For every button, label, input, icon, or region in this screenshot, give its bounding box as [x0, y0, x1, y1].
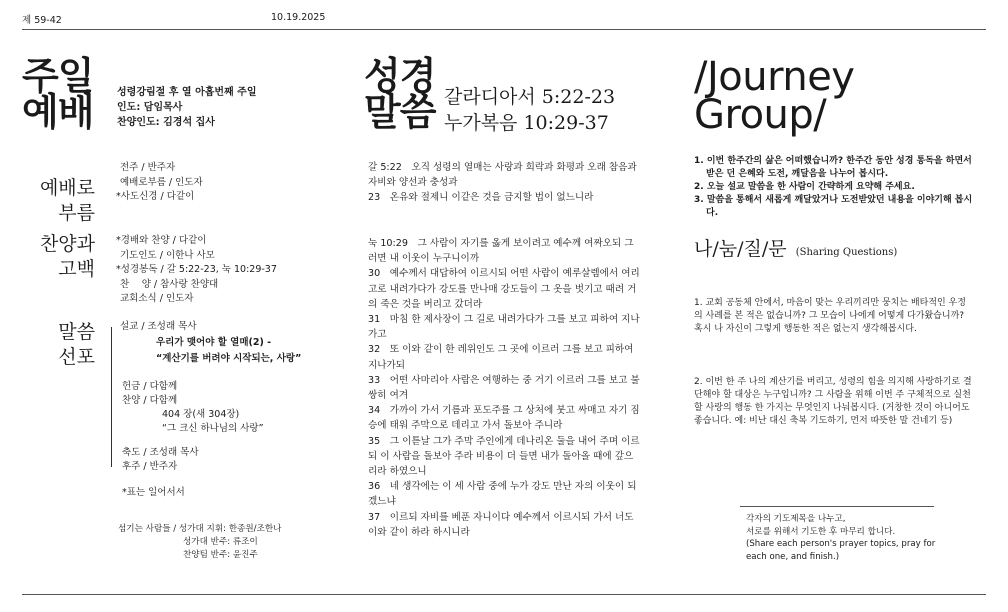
hymn-number: 404 장(새 304장): [162, 409, 240, 420]
section-word-proclamation: 말씀 선포: [58, 321, 95, 368]
call-to-worship-list: [116, 161, 203, 205]
list-item: *경배와 찬양 / 다같이: [116, 235, 207, 246]
scripture-title: 성경 말씀: [364, 54, 436, 134]
hymn-line: 찬양 / 다함께: [122, 395, 178, 406]
verse: 35 그 이튿날 그가 주막 주인에게 데나리온 둘을 내어 주며 이르되 이 사람을 돌보아 주라 비용이 더 들면 내가 돌아올 때에 갚으리라 하였으니: [368, 435, 640, 478]
servants-line-1: 섬기는 사람들 / 성가대 지휘: 한종원/조한나: [118, 524, 282, 534]
postlude-line: 후주 / 반주자: [122, 461, 178, 472]
verse: 갈 5:22 오직 성령의 열매는 사랑과 희락과 화평과 오래 참음과 자비와 양선과 충성과: [368, 162, 637, 189]
worship-title: 주일 예배: [22, 54, 94, 134]
sharing-title-en: (Sharing Questions): [795, 247, 898, 258]
verse: 눅 10:29 그 사람이 자기를 옳게 보이려고 예수께 여짜오되 그러면 내 이웃이 누구니이까: [368, 238, 634, 265]
scripture-ref-1: 갈라디아서 5:22-23: [444, 86, 616, 108]
scripture-references: [444, 84, 615, 136]
luke-passage: [368, 236, 640, 540]
prayer-line-en: (Share each person's prayer topics, pray for each one, and finish.): [746, 539, 936, 562]
sermon-title-1: 우리가 맺어야 할 열매(2) -: [156, 337, 272, 348]
prayer-instructions: [746, 513, 946, 563]
servants-line-3: 찬양팀 반주: 윤진주: [183, 550, 258, 560]
standing-note: *표는 일어서서: [122, 487, 185, 498]
blessing-line: 축도 / 조성래 목사: [122, 447, 199, 458]
issue-number: 제 59-42: [22, 15, 62, 26]
prayer-line-2: 서로를 위해서 기도한 후 마무리 합니다.: [746, 526, 896, 537]
verse: 36 네 생각에는 이 세 사람 중에 누가 강도 만난 자의 이웃이 되겠느냐: [368, 481, 637, 508]
list-item: *성경봉독 / 갈 5:22-23, 눅 10:29-37: [116, 264, 277, 275]
list-item: 예배로부름 / 인도자: [120, 176, 203, 188]
question-item: 1. 이번 한주간의 삶은 어떠했습니까? 한주간 동안 성경 통독을 하면서 받은 던 은혜와 도전, 깨달음을 나누어 봅시다.: [694, 156, 972, 179]
verse: 34 가까이 가서 기름과 포도주를 그 상처에 붓고 싸매고 자기 짐승에 태워 주막으로 데리고 가서 돌보아 주니라: [368, 405, 640, 432]
list-item: 찬 양 / 참사랑 찬양대: [120, 278, 219, 290]
offering-line: 헌금 / 다함께: [122, 381, 178, 392]
section-praise-confession: 찬양과 고백: [39, 233, 95, 280]
list-item: 전주 / 반주자: [120, 162, 176, 173]
verse: 23 온유와 절제니 이같은 것을 금지할 법이 없느니라: [368, 192, 594, 204]
top-rule: [22, 29, 986, 30]
worship-info: [117, 85, 257, 130]
question-item: 2. 오늘 설교 말씀을 한 사람이 간략하게 요약해 주세요.: [694, 182, 915, 192]
verse: 31 마침 한 제사장이 그 길로 내려가다가 그를 보고 피하여 지나가고: [368, 314, 640, 341]
journey-questions: [694, 155, 974, 220]
list-item: 교회소식 / 인도자: [120, 293, 194, 304]
praise-leader: 찬양인도: 김경석 집사: [117, 117, 215, 128]
section-call-to-worship: 예배로 부름: [39, 177, 95, 224]
verse: 32 또 이와 같이 한 레위인도 그 곳에 이르러 그를 보고 피하여 지나가되: [368, 344, 634, 371]
worship-leader: 인도: 담임목사: [117, 102, 183, 113]
prayer-line-1: 각자의 기도제목을 나누고,: [746, 514, 846, 524]
sharing-question-2: 2. 이번 한 주 나의 계산기를 버리고, 성령의 힘을 의지해 사랑하기로 결단해야 할 대상은 누구입니까? 그 사람을 위해 이번 주 구체적으로 실천할 사랑의 행동 한 가지는 무엇인지 나눠봅시다. (거창한 것이 아니어도 좋습니다. 예: 비난 대신 축복 기도하기, 먼저 따뜻한 말 건네기 등): [694, 377, 972, 426]
sharing-heading: [694, 236, 897, 262]
journey-group-title: /Journey Group/: [694, 54, 855, 138]
hymn-name: “그 크신 하나님의 사랑”: [162, 423, 264, 434]
verse: 37 이르되 자비를 베푼 자니이다 예수께서 이르시되 가서 너도 이와 같이 하라 하시니라: [368, 511, 634, 538]
servants-line-2: 성가대 반주: 류조이: [183, 537, 258, 547]
verse: 30 예수께서 대답하여 이르시되 어떤 사람이 예루살렘에서 여리고로 내려가다가 강도를 만나매 강도들이 그 옷을 벗기고 때려 거의 죽은 것을 버리고 갔더라: [368, 268, 640, 310]
sharing-title: 나/눔/질/문: [694, 238, 787, 260]
section-divider-line: [111, 327, 112, 467]
list-item: *사도신경 / 다같이: [116, 191, 195, 202]
praise-confession-list: [116, 234, 277, 307]
worship-subtitle: 성령강림절 후 열 아홉번째 주일: [117, 87, 257, 98]
sermon-title-2: “계산기를 버려야 시작되는, 사랑”: [156, 353, 302, 364]
sermon-line: 설교 / 조성래 목사: [120, 321, 197, 332]
sharing-question-1: 1. 교회 공동체 안에서, 마음이 맞는 우리끼리만 뭉치는 배타적인 우정의 사례를 본 적은 없습니까? 그 모습이 나에게 어떻게 다가왔습니까? 혹시 나 자신이 그렇게 행동한 적은 없는지 생각해봅시다.: [694, 298, 966, 334]
prayer-rule: [740, 506, 934, 507]
bulletin-date: 10.19.2025: [271, 12, 326, 23]
verse: 33 어떤 사마리아 사람은 여행하는 중 거기 이르러 그를 보고 불쌍히 여겨: [368, 374, 640, 402]
galatians-passage: [368, 160, 640, 206]
list-item: 기도인도 / 이한나 사모: [120, 249, 215, 261]
scripture-ref-2: 누가복음 10:29-37: [444, 112, 609, 134]
question-item: 3. 말씀을 통해서 새롭게 깨달았거나 도전받았던 내용을 이야기해 봅시다.: [694, 195, 973, 218]
bottom-rule: [22, 594, 986, 595]
